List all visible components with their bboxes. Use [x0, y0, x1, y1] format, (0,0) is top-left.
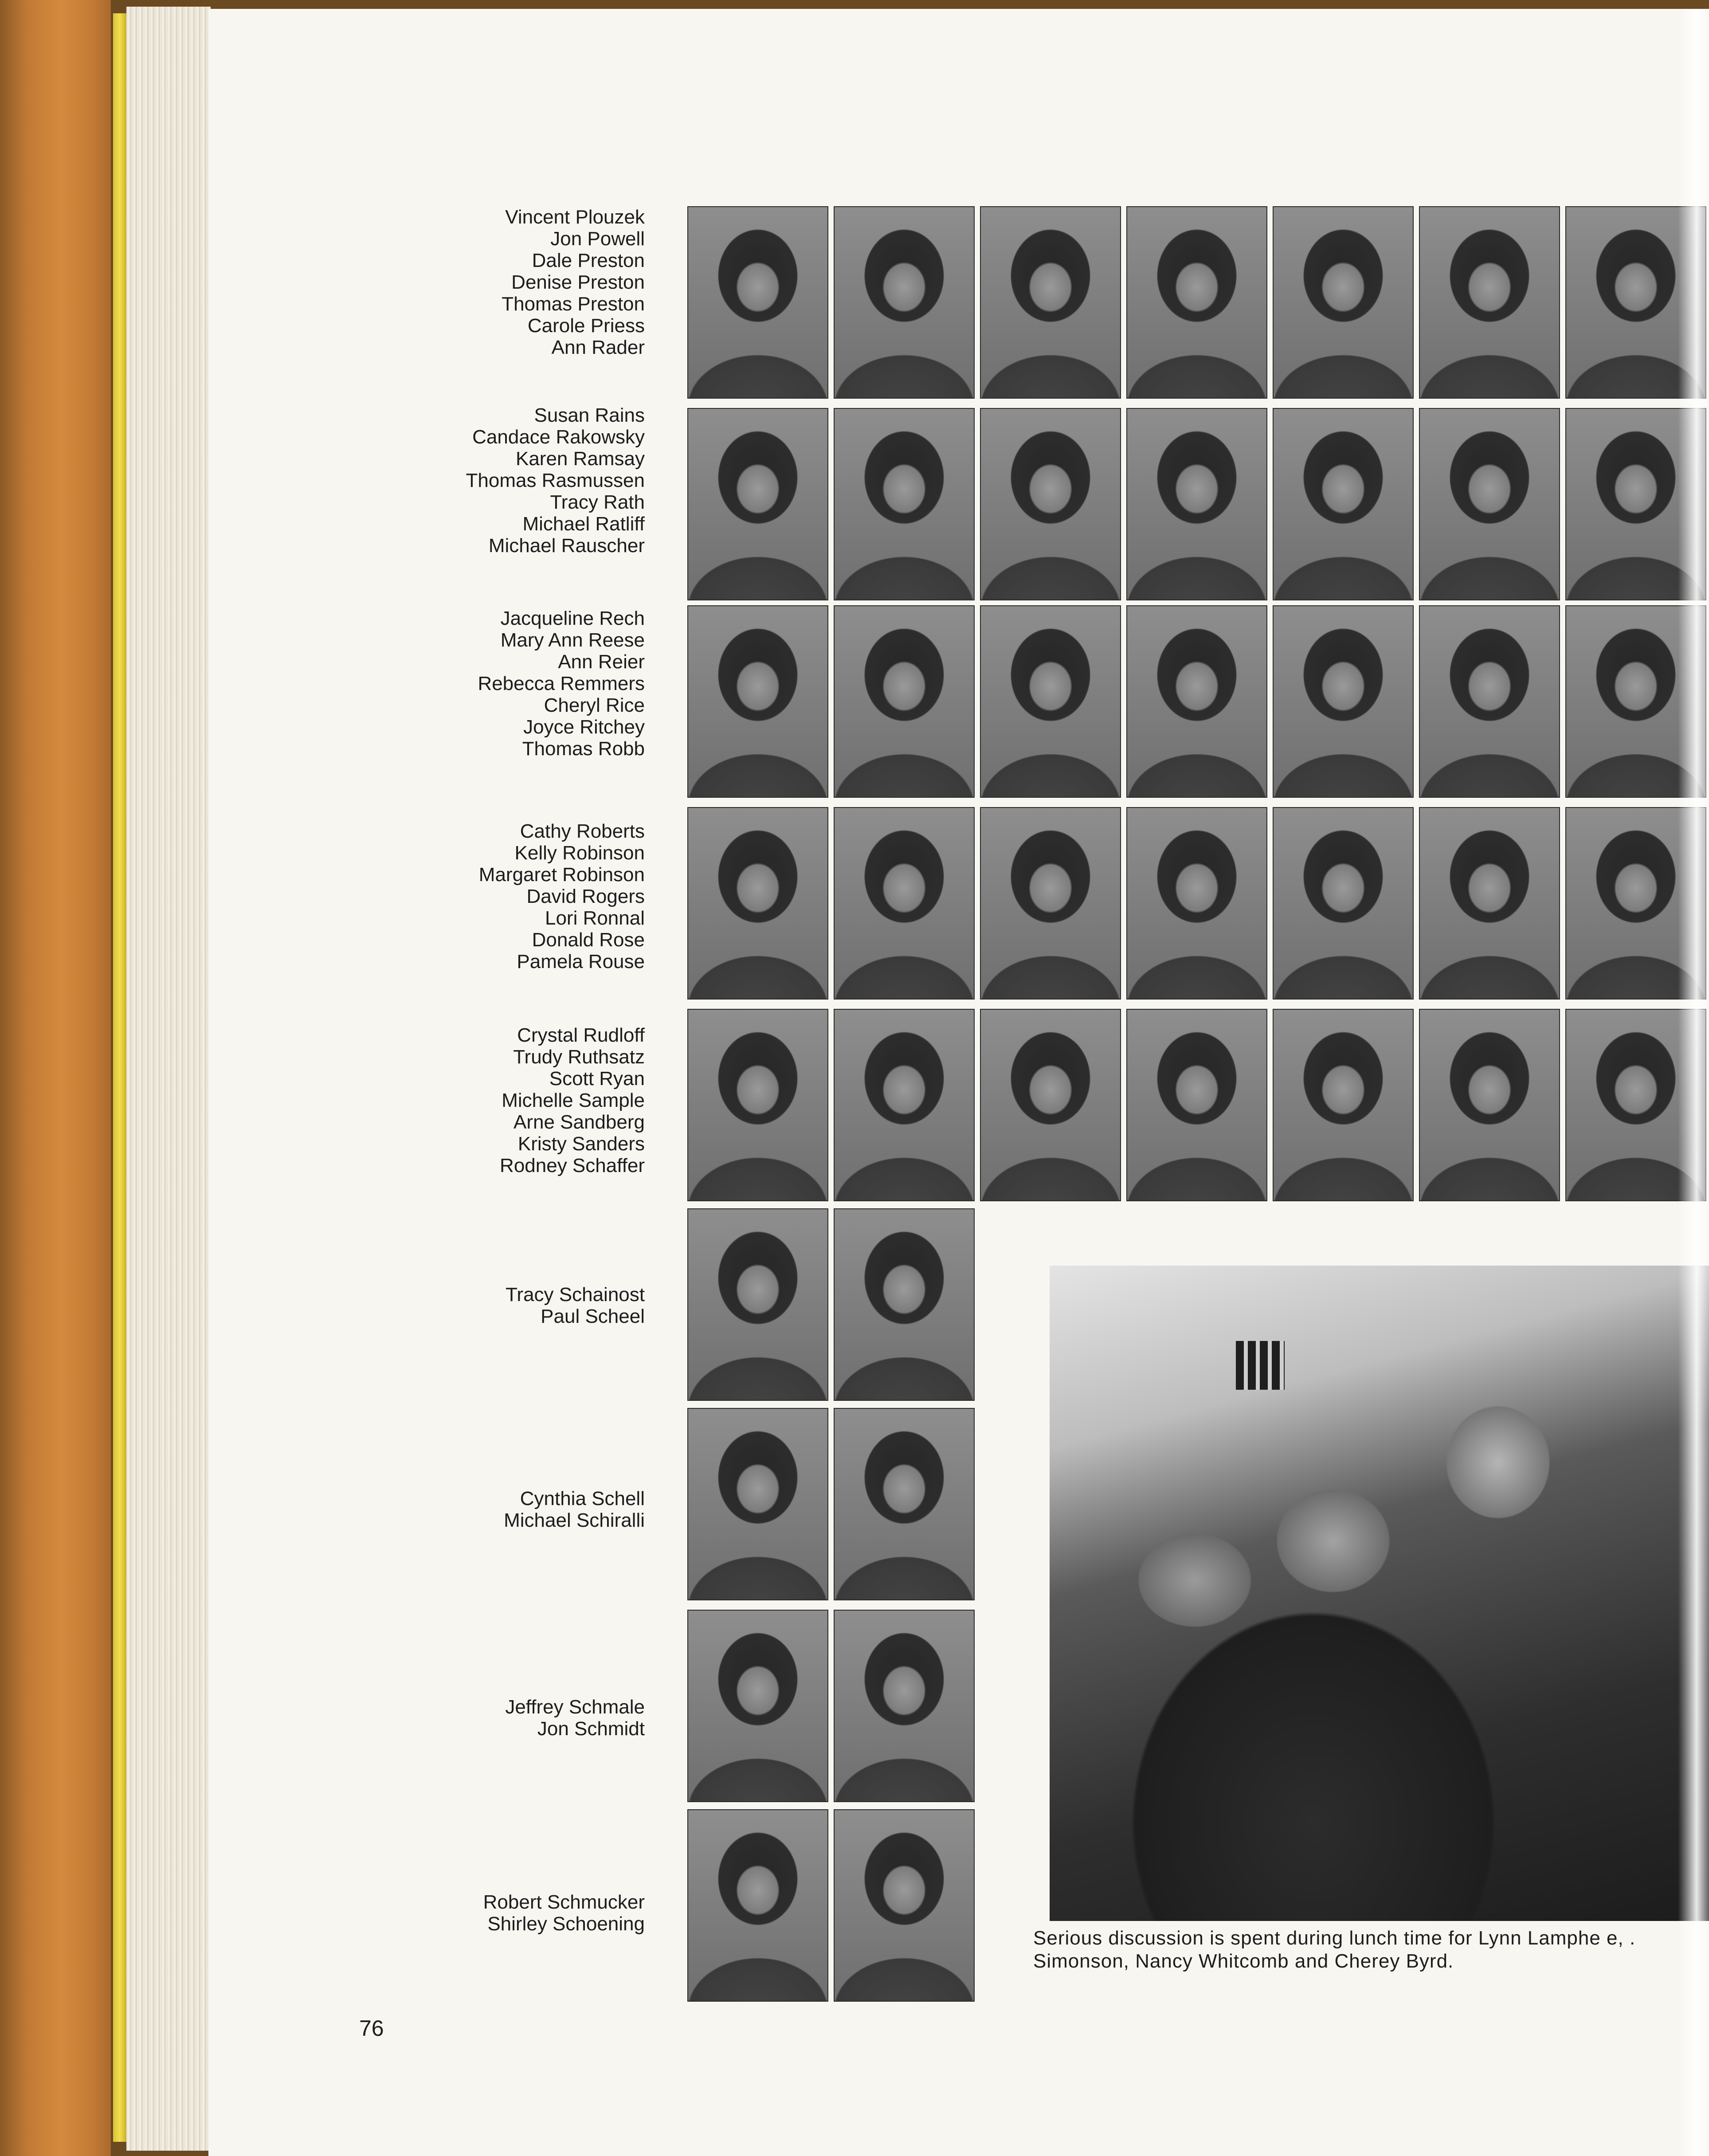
student-portrait [980, 408, 1121, 600]
name-list-row-3 [361, 608, 645, 760]
student-name: Tracy Schainost [506, 1284, 645, 1305]
student-name: Tracy Rath [550, 491, 645, 513]
student-name: Susan Rains [534, 404, 645, 426]
student-portrait [1126, 206, 1267, 399]
window-in-photo [1236, 1341, 1285, 1390]
student-name: Vincent Plouzek [505, 206, 645, 228]
name-list-row-4 [361, 820, 645, 972]
student-name: Jon Powell [550, 228, 645, 250]
student-portrait [834, 605, 975, 798]
student-portrait [687, 807, 828, 1000]
name-list-row-9 [361, 1891, 645, 1935]
student-portrait [834, 1208, 975, 1401]
student-name: Pamela Rouse [517, 951, 645, 972]
caption-line-1: Serious discussion is spent during lunch time for Lynn Lamphe e, . [1033, 1927, 1636, 1949]
student-name: Lori Ronnal [545, 907, 645, 929]
student-portrait [1273, 408, 1414, 600]
student-name: Trudy Ruthsatz [513, 1046, 645, 1068]
student-name: Cathy Roberts [520, 820, 645, 842]
candid-lunch-photo [1050, 1266, 1709, 1921]
student-name: Cynthia Schell [520, 1488, 645, 1509]
student-name: Paul Scheel [541, 1305, 645, 1327]
student-name: Ann Reier [558, 651, 645, 673]
student-name: Jacqueline Rech [500, 608, 645, 629]
student-portrait [1126, 1009, 1267, 1201]
student-name: Crystal Rudloff [517, 1024, 645, 1046]
book-cover-edge [0, 0, 111, 2156]
student-name: Michelle Sample [502, 1090, 645, 1111]
student-portrait [687, 1610, 828, 1802]
student-name: Jeffrey Schmale [505, 1696, 645, 1718]
student-portrait [1273, 605, 1414, 798]
student-portrait [687, 408, 828, 600]
student-name: Mary Ann Reese [500, 629, 645, 651]
student-portrait [687, 1009, 828, 1201]
name-list-row-6 [361, 1284, 645, 1327]
student-name: Margaret Robinson [478, 864, 645, 886]
photo-caption [1033, 1927, 1709, 1973]
student-portrait [1126, 605, 1267, 798]
name-list-row-8 [361, 1696, 645, 1740]
student-name: Arne Sandberg [513, 1111, 645, 1133]
student-portrait [834, 807, 975, 1000]
student-name: Donald Rose [532, 929, 645, 951]
student-name: Joyce Ritchey [523, 716, 645, 738]
student-name: Dale Preston [532, 250, 645, 271]
student-portrait [687, 1809, 828, 2002]
book-binding-stripe [113, 13, 126, 2142]
student-portrait [687, 605, 828, 798]
student-portrait [1273, 206, 1414, 399]
student-portrait [1419, 807, 1560, 1000]
student-portrait [834, 1610, 975, 1802]
page-stack-edge [126, 7, 211, 2151]
student-name: Denise Preston [511, 271, 645, 293]
student-portrait [834, 1009, 975, 1201]
student-name: Michael Ratliff [522, 513, 645, 535]
student-name: Candace Rakowsky [472, 426, 645, 448]
student-name: Karen Ramsay [515, 448, 645, 470]
student-name: Kelly Robinson [514, 842, 645, 864]
student-portrait [980, 1009, 1121, 1201]
name-list-row-1 [361, 206, 645, 358]
student-portrait [980, 206, 1121, 399]
student-portrait [980, 605, 1121, 798]
student-portrait [1419, 206, 1560, 399]
student-portrait [687, 1408, 828, 1600]
student-portrait [687, 206, 828, 399]
student-portrait [1419, 605, 1560, 798]
student-portrait [1419, 408, 1560, 600]
student-name: Thomas Rasmussen [466, 470, 645, 491]
student-portrait [1419, 1009, 1560, 1201]
student-portrait [1126, 807, 1267, 1000]
student-name: Cheryl Rice [544, 694, 645, 716]
student-name: Jon Schmidt [537, 1718, 645, 1740]
student-portrait [834, 1809, 975, 2002]
student-name: Ann Rader [551, 337, 645, 358]
student-name: Shirley Schoening [487, 1913, 645, 1935]
student-name: Carole Priess [527, 315, 645, 337]
student-portrait [980, 807, 1121, 1000]
student-name: Kristy Sanders [517, 1133, 645, 1155]
student-name: Michael Schiralli [504, 1509, 645, 1531]
student-name: Thomas Preston [502, 293, 645, 315]
yearbook-page [208, 9, 1709, 2156]
caption-line-2: Simonson, Nancy Whitcomb and Cherey Byrd. [1033, 1950, 1454, 1972]
page-number: 76 [359, 2016, 384, 2041]
student-portrait [834, 206, 975, 399]
student-name: Thomas Robb [522, 738, 645, 760]
student-name: Rodney Schaffer [500, 1155, 645, 1176]
student-portrait [1273, 1009, 1414, 1201]
name-list-row-7 [361, 1488, 645, 1531]
student-portrait [1126, 408, 1267, 600]
student-name: Scott Ryan [549, 1068, 645, 1090]
student-name: David Rogers [526, 886, 645, 907]
name-list-row-5 [361, 1024, 645, 1176]
student-portrait [687, 1208, 828, 1401]
page-gutter-shadow [1678, 9, 1709, 2156]
name-list-row-2 [361, 404, 645, 557]
student-portrait [834, 408, 975, 600]
student-portrait [834, 1408, 975, 1600]
student-name: Rebecca Remmers [478, 673, 645, 694]
student-name: Michael Rauscher [488, 535, 645, 557]
student-name: Robert Schmucker [483, 1891, 645, 1913]
student-portrait [1273, 807, 1414, 1000]
